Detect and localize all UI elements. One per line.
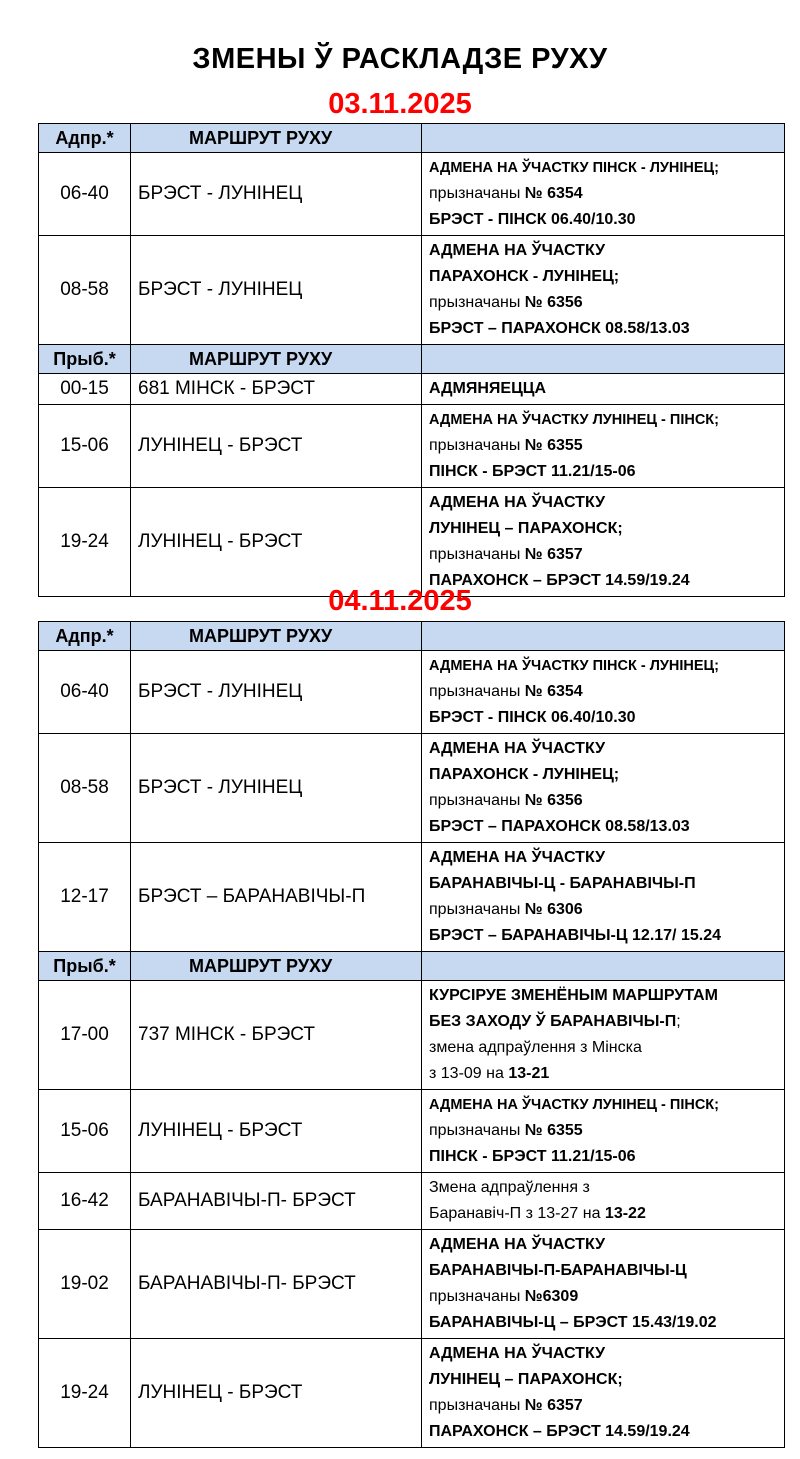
note-line: [429, 238, 778, 264]
page-title: ЗМЕНЫ Ў РАСКЛАДЗЕ РУХУ: [192, 43, 608, 75]
note-line: [429, 983, 778, 1009]
time-cell: 19-24: [39, 488, 131, 597]
arrivals-section: [39, 345, 785, 597]
note-line: [429, 845, 778, 871]
section-header-row: [39, 622, 785, 651]
note-text: № 6355: [524, 437, 583, 454]
note-line: [429, 290, 778, 316]
note-text: ПАРАХОНСК - ЛУНІНЕЦ;: [429, 268, 620, 285]
route-cell: ЛУНІНЕЦ - БРЭСТ: [131, 1090, 422, 1173]
header-note-cell: [422, 622, 785, 651]
note-line: [429, 1367, 778, 1393]
table-row: [39, 734, 785, 843]
note-line: [429, 923, 778, 949]
note-text: БРЭСТ – БАРАНАВІЧЫ-Ц 12.17/ 15.24: [429, 927, 721, 944]
table-row: [39, 374, 785, 405]
note-text: прызначаны: [429, 901, 525, 918]
time-cell: 19-02: [39, 1230, 131, 1339]
note-cell: [422, 1339, 785, 1448]
note-line: [429, 376, 778, 402]
table-row: [39, 1230, 785, 1339]
route-cell: БРЭСТ - ЛУНІНЕЦ: [131, 734, 422, 843]
note-text: ;: [676, 1013, 681, 1030]
note-line: [429, 762, 778, 788]
note-text: № 6355: [524, 1122, 583, 1139]
section-header-row: [39, 952, 785, 981]
header-type-cell: Прыб.*: [39, 952, 131, 981]
note-line: [429, 1232, 778, 1258]
note-line: [429, 155, 778, 181]
schedule-table-day1: [38, 123, 785, 597]
route-cell: БРЭСТ - ЛУНІНЕЦ: [131, 236, 422, 345]
note-text: прызначаны: [429, 1288, 525, 1305]
route-cell: ЛУНІНЕЦ - БРЭСТ: [131, 1339, 422, 1448]
date-heading-day1: 03.11.2025: [328, 88, 472, 120]
note-text: АДМЕНА НА ЎЧАСТКУ: [429, 494, 606, 511]
table-row: [39, 651, 785, 734]
time-cell: 00-15: [39, 374, 131, 405]
header-type-cell: Адпр.*: [39, 622, 131, 651]
departures-section: [39, 622, 785, 952]
note-line: [429, 1284, 778, 1310]
note-text: АДМЕНА НА ЎЧАСТКУ: [429, 1345, 606, 1362]
note-line: [429, 897, 778, 923]
note-line: [429, 433, 778, 459]
note-text: БАРАНАВІЧЫ-Ц - БАРАНАВІЧЫ-П: [429, 875, 696, 892]
note-text: № 6354: [524, 683, 583, 700]
time-cell: 16-42: [39, 1173, 131, 1230]
note-cell: [422, 488, 785, 597]
note-text: № 6356: [524, 294, 583, 311]
arrivals-section: [39, 952, 785, 1448]
note-cell: [422, 236, 785, 345]
note-text: ЛУНІНЕЦ – ПАРАХОНСК;: [429, 520, 623, 537]
departures-section: [39, 124, 785, 345]
table-row: [39, 488, 785, 597]
note-text: БРЭСТ – ПАРАХОНСК 08.58/13.03: [429, 818, 690, 835]
note-line: [429, 407, 778, 433]
note-line: [429, 207, 778, 233]
note-text: № 6356: [524, 792, 583, 809]
header-note-cell: [422, 124, 785, 153]
note-line: [429, 788, 778, 814]
route-cell: БРЭСТ - ЛУНІНЕЦ: [131, 651, 422, 734]
note-line: [429, 1009, 778, 1035]
note-line: [429, 871, 778, 897]
route-cell: 737 МІНСК - БРЭСТ: [131, 981, 422, 1090]
route-cell: ЛУНІНЕЦ - БРЭСТ: [131, 488, 422, 597]
note-text: змена адпраўлення з Мінска: [429, 1039, 642, 1056]
note-text: прызначаны: [429, 294, 525, 311]
note-text: БРЭСТ - ПІНСК 06.40/10.30: [429, 709, 636, 726]
note-line: [429, 1393, 778, 1419]
note-cell: [422, 405, 785, 488]
note-cell: [422, 651, 785, 734]
route-cell: ЛУНІНЕЦ - БРЭСТ: [131, 405, 422, 488]
note-text: прызначаны: [429, 185, 525, 202]
note-text: прызначаны: [429, 1397, 525, 1414]
note-text: ПАРАХОНСК - ЛУНІНЕЦ;: [429, 766, 620, 783]
note-line: [429, 1310, 778, 1336]
note-line: [429, 1258, 778, 1284]
header-type-cell: Прыб.*: [39, 345, 131, 374]
note-cell: [422, 153, 785, 236]
header-route-cell: МАРШРУТ РУХУ: [131, 124, 422, 153]
note-text: ПАРАХОНСК – БРЭСТ 14.59/19.24: [429, 1423, 690, 1440]
route-cell: БРЭСТ – БАРАНАВІЧЫ-П: [131, 843, 422, 952]
table-row: [39, 1173, 785, 1230]
time-cell: 06-40: [39, 153, 131, 236]
note-line: [429, 1341, 778, 1367]
note-text: АДМЕНА НА ЎЧАСТКУ ЛУНІНЕЦ - ПІНСК;: [429, 1097, 719, 1113]
time-cell: 17-00: [39, 981, 131, 1090]
note-cell: [422, 374, 785, 405]
route-cell: БАРАНАВІЧЫ-П- БРЭСТ: [131, 1230, 422, 1339]
header-type-cell: Адпр.*: [39, 124, 131, 153]
time-cell: 19-24: [39, 1339, 131, 1448]
note-text: КУРСІРУЕ ЗМЕНЁНЫМ МАРШРУТАМ: [429, 987, 718, 1004]
note-line: [429, 653, 778, 679]
route-cell: БАРАНАВІЧЫ-П- БРЭСТ: [131, 1173, 422, 1230]
note-line: [429, 490, 778, 516]
note-text: ПАРАХОНСК – БРЭСТ 14.59/19.24: [429, 572, 690, 589]
note-text: БАРАНАВІЧЫ-П-БАРАНАВІЧЫ-Ц: [429, 1262, 687, 1279]
table-row: [39, 236, 785, 345]
note-text: ПІНСК - БРЭСТ 11.21/15-06: [429, 1148, 636, 1165]
note-text: Баранавіч-П з 13-27 на: [429, 1205, 605, 1222]
note-cell: [422, 1230, 785, 1339]
table-row: [39, 1339, 785, 1448]
note-line: [429, 316, 778, 342]
route-cell: 681 МІНСК - БРЭСТ: [131, 374, 422, 405]
route-cell: БРЭСТ - ЛУНІНЕЦ: [131, 153, 422, 236]
table-row: [39, 981, 785, 1090]
note-text: АДМЕНА НА ЎЧАСТКУ ЛУНІНЕЦ - ПІНСК;: [429, 412, 719, 428]
note-line: [429, 459, 778, 485]
note-text: БАРАНАВІЧЫ-Ц – БРЭСТ 15.43/19.02: [429, 1314, 717, 1331]
table-row: [39, 843, 785, 952]
note-cell: [422, 734, 785, 843]
note-text: № 6357: [524, 1397, 583, 1414]
header-route-cell: МАРШРУТ РУХУ: [131, 952, 422, 981]
header-route-cell: МАРШРУТ РУХУ: [131, 622, 422, 651]
header-note-cell: [422, 345, 785, 374]
time-cell: 08-58: [39, 734, 131, 843]
note-text: АДМЕНА НА ЎЧАСТКУ: [429, 740, 606, 757]
note-text: АДМЕНА НА ЎЧАСТКУ: [429, 1236, 606, 1253]
time-cell: 08-58: [39, 236, 131, 345]
note-cell: [422, 1090, 785, 1173]
note-line: [429, 1144, 778, 1170]
note-text: прызначаны: [429, 683, 525, 700]
note-cell: [422, 1173, 785, 1230]
note-cell: [422, 843, 785, 952]
section-header-row: [39, 345, 785, 374]
note-text: прызначаны: [429, 546, 525, 563]
note-text: БЕЗ ЗАХОДУ Ў БАРАНАВІЧЫ-П: [429, 1013, 677, 1030]
note-line: [429, 1092, 778, 1118]
note-text: ПІНСК - БРЭСТ 11.21/15-06: [429, 463, 636, 480]
time-cell: 06-40: [39, 651, 131, 734]
note-text: АДМЯНЯЕЦЦА: [429, 380, 547, 397]
note-text: № 6357: [524, 546, 583, 563]
note-line: [429, 1035, 778, 1061]
note-text: БРЭСТ – ПАРАХОНСК 08.58/13.03: [429, 320, 690, 337]
note-line: [429, 1061, 778, 1087]
header-note-cell: [422, 952, 785, 981]
time-cell: 12-17: [39, 843, 131, 952]
note-line: [429, 1419, 778, 1445]
time-cell: 15-06: [39, 1090, 131, 1173]
note-line: [429, 705, 778, 731]
note-text: АДМЕНА НА ЎЧАСТКУ ПІНСК - ЛУНІНЕЦ;: [429, 160, 719, 176]
note-text: Змена адпраўлення з: [429, 1179, 590, 1196]
schedule-table-day2: [38, 621, 785, 1448]
header-route-cell: МАРШРУТ РУХУ: [131, 345, 422, 374]
note-text: № 6354: [524, 185, 583, 202]
note-line: [429, 679, 778, 705]
note-text: №6309: [524, 1288, 579, 1305]
note-line: [429, 814, 778, 840]
table-row: [39, 153, 785, 236]
note-line: [429, 542, 778, 568]
note-text: 13-22: [604, 1205, 646, 1222]
note-line: [429, 264, 778, 290]
note-text: з 13-09 на: [429, 1065, 509, 1082]
note-text: БРЭСТ - ПІНСК 06.40/10.30: [429, 211, 636, 228]
note-line: [429, 736, 778, 762]
table-row: [39, 1090, 785, 1173]
time-cell: 15-06: [39, 405, 131, 488]
note-line: [429, 1201, 778, 1227]
note-line: [429, 1175, 778, 1201]
note-text: прызначаны: [429, 792, 525, 809]
note-text: 13-21: [508, 1065, 550, 1082]
note-text: № 6306: [524, 901, 583, 918]
note-text: АДМЕНА НА ЎЧАСТКУ ПІНСК - ЛУНІНЕЦ;: [429, 658, 719, 674]
table-row: [39, 405, 785, 488]
note-line: [429, 516, 778, 542]
date-heading-day2: 04.11.2025: [328, 585, 472, 617]
note-text: АДМЕНА НА ЎЧАСТКУ: [429, 242, 606, 259]
note-cell: [422, 981, 785, 1090]
section-header-row: [39, 124, 785, 153]
note-line: [429, 1118, 778, 1144]
note-text: АДМЕНА НА ЎЧАСТКУ: [429, 849, 606, 866]
note-text: ЛУНІНЕЦ – ПАРАХОНСК;: [429, 1371, 623, 1388]
note-line: [429, 181, 778, 207]
note-text: прызначаны: [429, 1122, 525, 1139]
note-text: прызначаны: [429, 437, 525, 454]
